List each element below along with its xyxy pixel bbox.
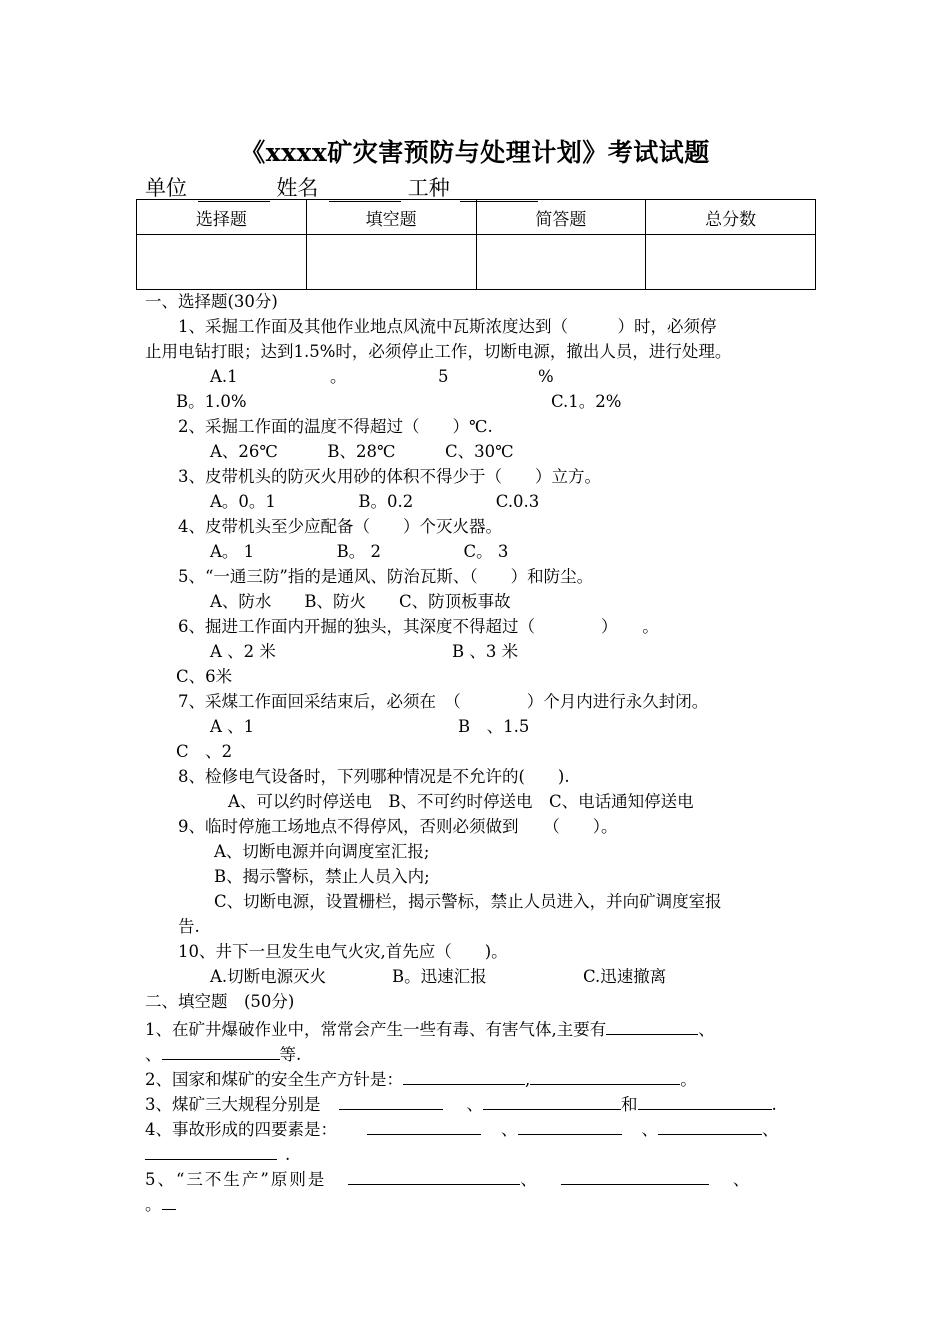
q4-text: 4、皮带机头至少应配备（ ）个灭火器。 [178, 517, 502, 536]
q9-option-a: A、切断电源并向调度室汇报; [214, 842, 430, 861]
q1-text: 1、采掘工作面及其他作业地点风流中瓦斯浓度达到（ ）时，必须停 [178, 317, 717, 336]
q3-text: 3、皮带机头的防灭火用砂的体积不得少于（ ）立方。 [178, 467, 601, 486]
score-table [136, 199, 816, 290]
fill-q3-text: 3、煤矿三大规程分别是 [145, 1095, 321, 1114]
fill-q3-blank2[interactable] [483, 1092, 621, 1110]
fill-q5-sep1: 、 [520, 1170, 537, 1189]
examinee-info-row [145, 172, 538, 202]
fill-q5-blank2[interactable] [561, 1167, 709, 1185]
fill-q4-text: 4、事故形成的四要素是： [145, 1120, 337, 1139]
page-title: 《xxxx矿灾害预防与处理计划》考试试题 [240, 138, 710, 167]
q6-option-c: C、6米 [176, 667, 233, 686]
section2-heading: 二、填空题 (50分) [145, 992, 295, 1011]
job-label: 工种 [407, 176, 450, 200]
q7-text: 7、采煤工作面回采结束后，必须在 （ ）个月内进行永久封闭。 [178, 692, 709, 711]
unit-label: 单位 [145, 176, 187, 200]
fill-q1-line2 [145, 1042, 301, 1065]
fill-q5-line2 [145, 1192, 176, 1215]
q9-text: 9、临时停施工场地点不得停风，否则必须做到 （ ）。 [178, 817, 618, 836]
score-header-total: 总分数 [646, 200, 816, 235]
q10-option-b: B。迅速汇报 [392, 967, 487, 986]
q9-option-c-cont: 告. [178, 917, 200, 936]
fill-q5-sep2: 、 [732, 1170, 750, 1189]
fill-q1-blank1[interactable] [606, 1017, 698, 1035]
fill-q4-sep1: 、 [501, 1120, 518, 1139]
fill-q4-line2 [145, 1142, 290, 1165]
fill-q4-line1 [145, 1117, 779, 1140]
fill-q3-blank3[interactable] [638, 1092, 772, 1110]
fill-q4-blank3[interactable] [658, 1117, 762, 1135]
q9-option-c: C、切断电源，设置栅栏，揭示警标，禁止人员进入，并向矿调度室报 [214, 892, 722, 911]
section1-heading: 一、选择题(30分) [145, 292, 278, 311]
fill-q4-blank2[interactable] [518, 1117, 622, 1135]
q1-option-a-part2: 。 [330, 367, 347, 386]
q10-text: 10、井下一旦发生电气火灾,首先应（ )。 [178, 942, 508, 961]
score-header-fill: 填空题 [306, 200, 476, 235]
q1-text-cont: 止用电钻打眼；达到1.5%时，必须停止工作，切断电源，撤出人员，进行处理。 [145, 342, 732, 361]
q1-option-a-part3: 5 [438, 367, 449, 386]
fill-q5-text: 5、“三不生产”原则是 [145, 1170, 327, 1189]
score-header-short: 简答题 [476, 200, 646, 235]
q10-option-c: C.迅速撤离 [583, 967, 667, 986]
name-label: 姓名 [276, 176, 319, 200]
fill-q4-blank4[interactable] [145, 1142, 277, 1160]
fill-q3-and: 和 [621, 1095, 638, 1114]
q8-text: 8、检修电气设备时，下列哪种情况是不允许的( ). [178, 767, 570, 786]
q9-option-b: B、揭示警标，禁止人员入内; [214, 867, 430, 886]
fill-q1-sep: 、 [698, 1020, 715, 1039]
q3-options: A。0。1 B。0.2 C.0.3 [210, 492, 540, 511]
q5-options: A、防水 B、防火 C、防顶板事故 [210, 592, 511, 611]
fill-q3-end: . [771, 1095, 777, 1114]
fill-q2-blank1[interactable] [403, 1067, 525, 1085]
fill-q2-end: 。 [680, 1070, 697, 1089]
fill-q3-line [145, 1092, 777, 1115]
fill-q1-line1 [145, 1017, 715, 1040]
fill-q1-blank2[interactable] [162, 1042, 280, 1060]
fill-q4-blank1[interactable] [367, 1117, 481, 1135]
score-cell-short[interactable] [476, 235, 646, 290]
fill-q2-blank2[interactable] [530, 1067, 680, 1085]
score-header-choice: 选择题 [137, 200, 307, 235]
score-cell-total[interactable] [646, 235, 816, 290]
q6-text: 6、掘进工作面内开掘的独头，其深度不得超过（ ） 。 [178, 617, 659, 636]
fill-q4-end: . [285, 1145, 291, 1164]
q5-text: 5、“一通三防”指的是通风、防治瓦斯、（ ）和防尘。 [178, 567, 594, 586]
q7-option-a: A 、1 [210, 717, 255, 736]
score-cell-fill[interactable] [306, 235, 476, 290]
q7-option-c: C 、2 [176, 742, 233, 761]
fill-q3-blank1[interactable] [339, 1092, 443, 1110]
fill-q2-line [145, 1067, 697, 1090]
q1-option-b: B。1.0% [176, 392, 247, 411]
fill-q2-sep: , [525, 1070, 531, 1089]
q1-option-a-part1: A.1 [210, 367, 238, 386]
fill-q1-sep2: 、 [145, 1045, 162, 1064]
q7-option-b: B 、1.5 [458, 717, 530, 736]
q2-options: A、26℃ B、28℃ C、30℃ [210, 442, 514, 461]
score-cell-choice[interactable] [137, 235, 307, 290]
q4-options: A。 1 B。 2 C。 3 [210, 542, 509, 561]
fill-q5-line1 [145, 1167, 749, 1190]
fill-q1-end: 等. [279, 1045, 302, 1064]
fill-q1-text: 1、在矿井爆破作业中，常常会产生一些有毒、有害气体,主要有 [145, 1020, 607, 1039]
q6-option-a: A 、2 米 [210, 642, 276, 661]
q6-option-b: B 、3 米 [452, 642, 519, 661]
q1-option-a-part4: % [538, 367, 554, 386]
fill-q4-sep3: 、 [762, 1120, 779, 1139]
fill-q3-sep: 、 [466, 1095, 483, 1114]
fill-q4-sep2: 、 [641, 1120, 658, 1139]
fill-q5-blank1[interactable] [348, 1167, 520, 1185]
q8-options: A、可以约时停送电 B、不可约时停送电 C、电话通知停送电 [228, 792, 694, 811]
fill-q5-blank3[interactable] [162, 1192, 176, 1210]
q1-option-c: C.1。2% [551, 392, 622, 411]
q2-text: 2、采掘工作面的温度不得超过（ ）℃. [178, 417, 493, 436]
fill-q2-text: 2、国家和煤矿的安全生产方针是： [145, 1070, 403, 1089]
fill-q5-end: 。 [145, 1195, 162, 1214]
q10-option-a: A.切断电源灭火 [210, 967, 327, 986]
